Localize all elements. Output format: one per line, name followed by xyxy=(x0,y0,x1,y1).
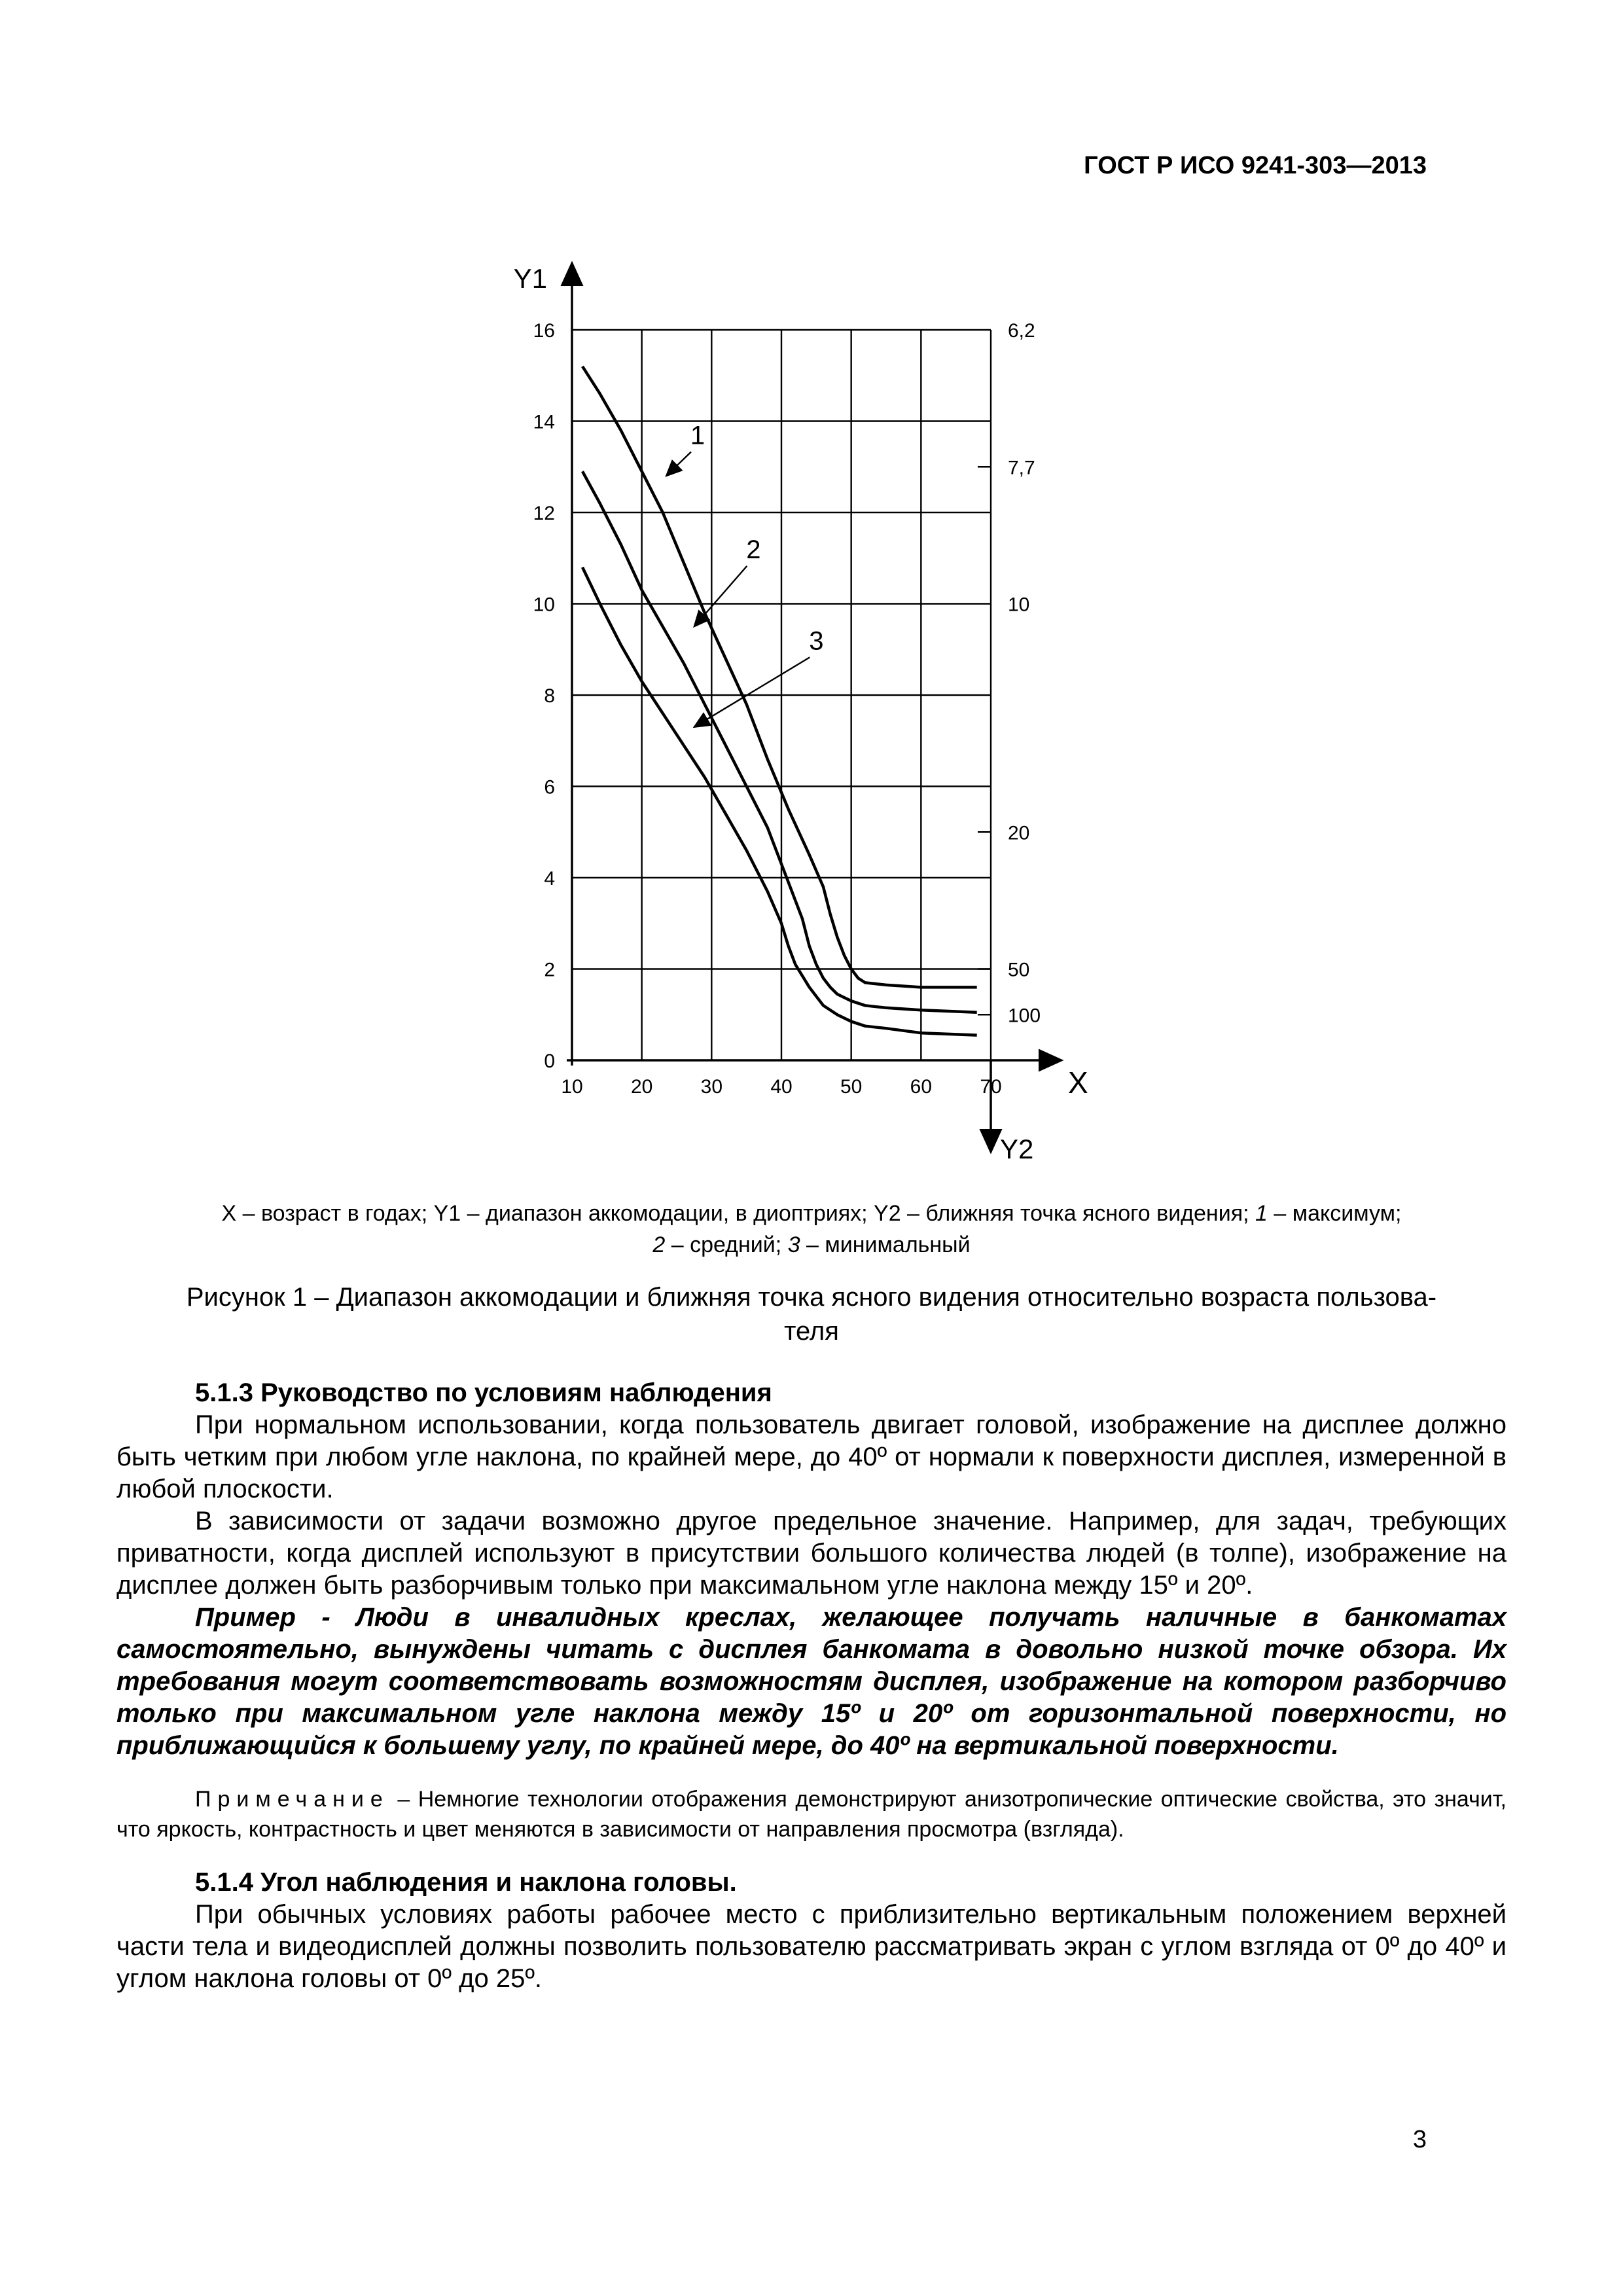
y-tick-label: 0 xyxy=(544,1050,555,1072)
y-tick-label: 12 xyxy=(533,503,555,524)
y2-tick-label: 6,2 xyxy=(1008,320,1035,342)
y2-tick-label: 10 xyxy=(1008,594,1030,616)
y2-tick-label: 100 xyxy=(1008,1005,1041,1027)
note-text: – Немногие технологии отображения демонстрируют анизотропические оптические свойства, это значит, что яркость, контрастность и цвет меняются в зависимости от направления просмотра (взгляда). xyxy=(116,1787,1507,1842)
curve-pointer-1 xyxy=(666,452,691,476)
x-tick-label: 10 xyxy=(561,1076,583,1098)
caption-line-1: Рисунок 1 – Диапазон аккомодации и ближняя точка ясного видения относительно возраста пользова- xyxy=(186,1283,1437,1312)
y-tick-label: 8 xyxy=(544,685,555,707)
x-tick-label: 40 xyxy=(770,1076,793,1098)
accommodation-chart xyxy=(510,249,1099,1165)
y2-tick-label: 7,7 xyxy=(1008,457,1035,479)
legend-text-2: – максимум; xyxy=(1267,1201,1402,1226)
y1-axis-label: Y1 xyxy=(513,263,547,294)
y2-tick-label: 50 xyxy=(1008,959,1030,981)
legend-text-1: X – возраст в годах; Y1 – диапазон аккомодации, в диоптриях; Y2 – ближняя точка ясного видения; xyxy=(221,1201,1256,1226)
figure-legend xyxy=(116,1198,1507,1261)
x-tick-label: 50 xyxy=(840,1076,863,1098)
section-heading-5-1-4: 5.1.4 Угол наблюдения и наклона головы. xyxy=(195,1868,737,1897)
paragraph-privacy-limit: В зависимости от задачи возможно другое предельное значение. Например, для задач, требующих приватности, когда дисплей используют в присутствии большого количества людей (в толпе), изображение на дисплее должен быть разборчивым только при максимальном угле наклона между 15º и 20º. xyxy=(116,1507,1507,1600)
y-tick-label: 4 xyxy=(544,868,555,889)
y2-axis-label: Y2 xyxy=(1000,1134,1034,1164)
curve-pointer-2 xyxy=(694,566,747,627)
y2-tick-label: 20 xyxy=(1008,822,1030,844)
x-tick-label: 30 xyxy=(700,1076,723,1098)
section-heading-5-1-3: 5.1.3 Руководство по условиям наблюдения xyxy=(195,1378,772,1407)
y-tick-label: 16 xyxy=(533,320,555,342)
paragraph-viewing-conditions: При нормальном использовании, когда пользователь двигает головой, изображение на дисплее должно быть четким при любом угле наклона, по крайней мере, до 40º от нормали к поверхности дисплея, измеренной в любой плоскости. xyxy=(116,1410,1507,1503)
figure-caption xyxy=(116,1280,1507,1348)
page-number: 3 xyxy=(1412,2126,1427,2153)
y-tick-label: 10 xyxy=(533,594,555,616)
x-tick-label: 70 xyxy=(980,1076,1002,1098)
legend-num-3: 3 xyxy=(787,1232,800,1257)
legend-num-1: 1 xyxy=(1255,1201,1268,1226)
example-paragraph: Пример - Люди в инвалидных креслах, желающее получать наличные в банкоматах самостоятельно, вынуждены читать с дисплея банкомата в довольно низкой точке обзора. Их требования могут соответствовать возможностям дисплея, изображение на котором разборчиво только при максимальном угле наклона между 15º и 20º от горизонтальной поверхности, но приближающийся к большему углу, по крайней мере, до 40º на вертикальной поверхности. xyxy=(116,1603,1507,1760)
y-tick-label: 14 xyxy=(533,411,555,433)
curve-label-2: 2 xyxy=(746,535,761,564)
note-paragraph xyxy=(116,1784,1507,1844)
curve-label-1: 1 xyxy=(690,421,705,450)
body-text xyxy=(116,1377,1507,1995)
curve-label-3: 3 xyxy=(809,626,824,656)
document-code-header: ГОСТ Р ИСО 9241-303—2013 xyxy=(1084,152,1427,179)
legend-num-2: 2 xyxy=(652,1232,666,1257)
paragraph-head-tilt: При обычных условиях работы рабочее место с приблизительно вертикальным положением верхней части тела и видеодисплей должны позволить пользователю рассматривать экран с углом взгляда от 0º до 40º и углом наклона головы от 0º до 25º. xyxy=(116,1900,1507,1993)
x-tick-label: 60 xyxy=(910,1076,933,1098)
y-tick-label: 6 xyxy=(544,776,555,798)
caption-line-2: теля xyxy=(784,1317,839,1346)
x-tick-label: 20 xyxy=(630,1076,653,1098)
y-tick-label: 2 xyxy=(544,959,555,981)
legend-text-3: – средний; xyxy=(665,1232,788,1257)
legend-text-4: – минимальный xyxy=(800,1232,971,1257)
note-label: Примечание xyxy=(195,1787,389,1812)
x-axis-label: X xyxy=(1068,1066,1088,1100)
